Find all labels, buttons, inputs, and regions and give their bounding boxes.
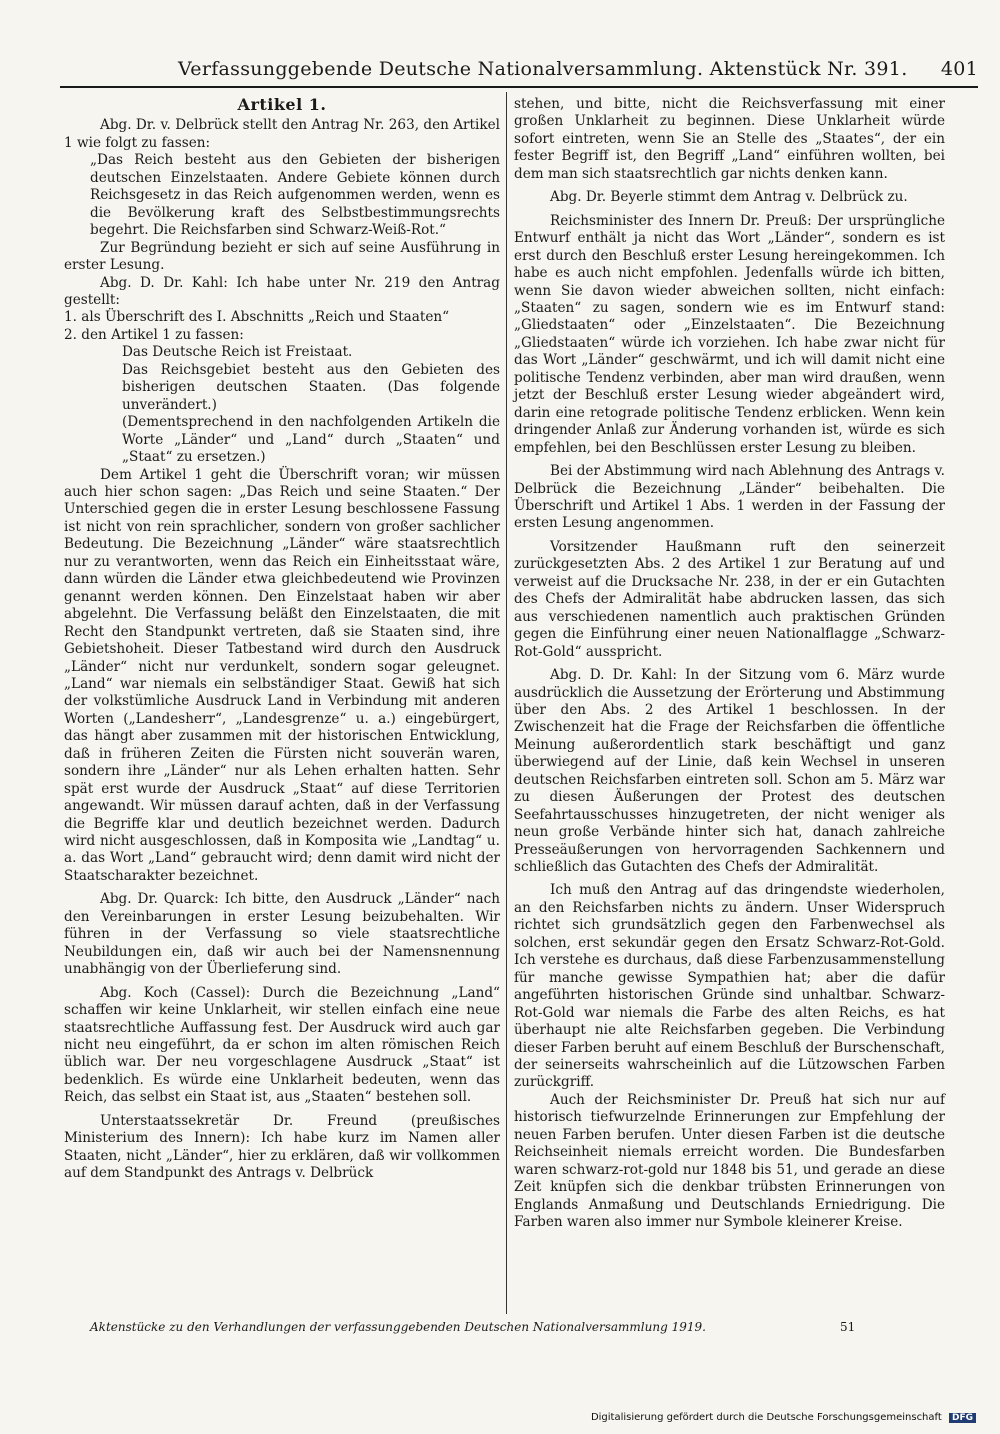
- paragraph: Dem Artikel 1 geht die Überschrift voran; wir müssen auch hier schon sagen: „Das Reich und seine Staaten.“ Der Unterschied gegen die in erster Lesung beschlossene Fassung ist nicht von rein sprachlicher, sondern von großer sachlicher Bedeutung. Die Bezeichnung „Länder“ wäre staatsrechtlich nur zu verantworten, wenn das Reich ein Einheitsstaat wäre, dann würden die Länder etwa gleichbedeutend wie Provinzen genannt werden können. Den Einzelstaat haben wir aber abgelehnt. Die Verfassung beläßt den Einzelstaaten, die mit Recht den Standpunkt vertreten, daß sie Staaten sind, ihre Gebietshoheit. Dieser Tatbestand wird durch den Ausdruck „Länder“ nicht nur verdunkelt, sondern sogar geleugnet. „Land“ war niemals ein selbständiger Staat. Gewiß hat sich der volkstümliche Ausdruck Land in Verbindung mit anderen Worten („Landesherr“, „Landesgrenze“ u. a.) eingebürgert, das hängt aber zusammen mit der historischen Entwicklung, daß in früheren Zeiten die Fürsten nicht souverän waren, sondern ihre „Länder“ nur als Lehen erhalten hatten. Sehr spät erst wurde der Ausdruck „Staat“ auf diese Territorien angewandt. Wir müssen darauf achten, daß in der Verfassung die Begriffe klar und deutlich bezeichnet werden. Dadurch wird nicht ausgeschlossen, daß in Komposita wie „Landtag“ u. a. das Wort „Land“ gebraucht wird; denn damit wird nicht der Staatscharakter bezeichnet.: [64, 466, 500, 884]
- paragraph: Auch der Reichsminister Dr. Preuß hat sich nur auf historisch tiefwurzelnde Erinnerungen zur Empfehlung der neuen Farben berufen. Unter diesen Farben ist die deutsche Reichseinheit niemals erreicht worden. Die Bundesfarben waren schwarz-rot-gold nur 1848 bis 51, und gerade an diese Zeit knüpfen sich die denkbar trübsten Erinnerungen von Englands Anmaßung und Deutschlands Erniedrigung. Die Farben waren also immer nur Symbole kleinerer Kreise.: [514, 1091, 945, 1231]
- quoted-text: Das Reichsgebiet besteht aus den Gebieten des bisherigen deutschen Staaten. (Das folgende unverändert.): [122, 361, 500, 413]
- paragraph: Vorsitzender Haußmann ruft den seinerzeit zurückgesetzten Abs. 2 des Artikel 1 zur Beratung auf und verweist auf die Drucksache Nr. 238, in der er ein Gutachten des Chefs der Admiralität habe abdrucken lassen, das sich aus verschiedenen namentlich auch praktischen Gründen gegen die Einführung einer neuen Nationalflagge „Schwarz-Rot-Gold“ ausspricht.: [514, 538, 945, 660]
- running-title: Verfassunggebende Deutsche Nationalversammlung. Aktenstück Nr. 391.: [178, 58, 908, 80]
- quoted-motion: „Das Reich besteht aus den Gebieten der bisherigen deutschen Einzelstaaten. Andere Gebiete können durch Reichsgesetz in das Reich aufgenommen werden, wenn es die Bevölkerung kraft des Selbstbestimmungsrechts begehrt. Die Reichsfarben sind Schwarz-Weiß-Rot.“: [90, 152, 500, 239]
- list-item: 2. den Artikel 1 zu fassen:: [64, 326, 244, 343]
- paragraph: Abg. Dr. v. Delbrück stellt den Antrag Nr. 263, den Artikel 1 wie folgt zu fassen:: [64, 117, 500, 151]
- paragraph: Abg. Dr. Quarck: Ich bitte, den Ausdruck „Länder“ nach den Vereinbarungen in erster Lesung beizubehalten. Wir führen in der Verfassung so viele staatsrechtliche Neubildungen ein, daß wir auch bei der Namensnennung unabhängig von der Überlieferung sind.: [64, 891, 500, 978]
- paragraph: Reichsminister des Innern Dr. Preuß: Der ursprüngliche Entwurf enthält ja nicht das Wort „Länder“, sondern es ist erst durch den Beschluß erster Lesung hereingekommen. Ich habe es auch nicht empfohlen. Jedenfalls würde ich bitten, wenn Sie davon wieder abweichen sollten, nicht einfach: „Staaten“ zu sagen, sondern wie es im Entwurf stand: „Gliedstaaten“ oder „Einzelstaaten“. Die Bezeichnung „Gliedstaaten“ würde ich vorziehen. Ich habe zwar nicht für das Wort „Länder“ geschwärmt, und ich will damit nicht eine politische Tendenz verbinden, aber man wird draußen, wenn jetzt der Beschluß erster Lesung wieder abgeändert wird, darin eine retograde politische Tendenz erblicken. Wenn kein dringender Anlaß zur Änderung vorhanden ist, würde es sich empfehlen, bei den Beschlüssen erster Lesung zu bleiben.: [514, 212, 945, 456]
- paragraph: Bei der Abstimmung wird nach Ablehnung des Antrags v. Delbrück die Bezeichnung „Länder“ beibehalten. Die Überschrift und Artikel 1 Abs. 1 werden in der Fassung der ersten Lesung angenommen.: [514, 463, 945, 532]
- column-divider: [506, 92, 507, 1314]
- left-column: [64, 96, 500, 1311]
- page-number: 401: [940, 58, 978, 80]
- article-heading: Artikel 1.: [237, 95, 327, 114]
- paragraph: Abg. Koch (Cassel): Durch die Bezeichnung „Land“ schaffen wir keine Unklarheit, wir stellen einfach eine neue staatsrechtliche Auffassung fest. Der Ausdruck wird auch gar nicht neu eingeführt, da er schon im alten römischen Reich üblich war. Der neu vorgeschlagene Ausdruck „Staat“ ist bedenklich. Es würde eine Unklarheit bedeuten, wenn das Reich, das selbst ein Staat ist, aus „Staaten“ bestehen soll.: [64, 984, 500, 1106]
- quoted-text: Das Deutsche Reich ist Freistaat.: [122, 344, 353, 361]
- digitization-credit: [591, 1412, 976, 1423]
- paragraph: Zur Begründung bezieht er sich auf seine Ausführung in erster Lesung.: [64, 239, 500, 274]
- signature-number: 51: [840, 1320, 856, 1334]
- paragraph: Abg. D. Dr. Kahl: In der Sitzung vom 6. März wurde ausdrücklich die Aussetzung der Erörterung und Abstimmung über den Abs. 2 des Artikel 1 beschlossen. In der Zwischenzeit hat die Frage der Reichsfarben die öffentliche Meinung außerordentlich stark beschäftigt und ganz überwiegend auf der Linie, daß kein Wechsel in unseren deutschen Reichsfarben eintreten soll. Schon am 5. März war zu diesen Äußerungen der Protest des deutschen Seefahrtausschusses hinzugetreten, der nicht weniger als neun große Verbände hinter sich hat, danach zahlreiche Presseäußerungen von hervorragenden Sachkennern und schließlich das Gutachten des Chefs der Admiralität.: [514, 667, 945, 876]
- dfg-logo: DFG: [949, 1413, 976, 1423]
- paragraph: Abg. D. Dr. Kahl: Ich habe unter Nr. 219 den Antrag gestellt:: [64, 274, 500, 308]
- paragraph: Unterstaatssekretär Dr. Freund (preußisches Ministerium des Innern): Ich habe kurz im Namen aller Staaten, nicht „Länder“, hier zu erklären, daß wir vollkommen auf dem Standpunkt des Antrags v. Delbrück: [64, 1112, 500, 1182]
- paragraph: stehen, und bitte, nicht die Reichsverfassung mit einer großen Unklarheit zu beginnen. Diese Unklarheit würde sofort eintreten, wenn Sie an Stelle des „Staates“, der ein fester Begriff ist, den Begriff „Land“ einführen wollten, bei dem man sich staatsrechtlich gar nichts denken kann.: [514, 96, 945, 182]
- quoted-text: (Dementsprechend in den nachfolgenden Artikeln die Worte „Länder“ und „Land“ durch „Staaten“ und „Staat“ zu ersetzen.): [122, 414, 500, 466]
- page-header: [60, 56, 978, 88]
- footer-text: Aktenstücke zu den Verhandlungen der verfassunggebenden Deutschen Nationalversammlung 1919.: [90, 1320, 706, 1334]
- page-footer: [90, 1320, 890, 1334]
- right-column: [514, 96, 945, 1311]
- list-item: 1. als Überschrift des I. Abschnitts „Reich und Staaten“: [64, 309, 450, 326]
- paragraph: Abg. Dr. Beyerle stimmt dem Antrag v. Delbrück zu.: [550, 189, 908, 206]
- credit-text: Digitalisierung gefördert durch die Deutsche Forschungsgemeinschaft: [590, 1412, 942, 1423]
- paragraph: Ich muß den Antrag auf das dringendste wiederholen, an den Reichsfarben nichts zu ändern. Unser Widerspruch richtet sich grundsätzlich gegen den Farbenwechsel als solchen, erst sekundär gegen den Ersatz Schwarz-Rot-Gold. Ich verstehe es durchaus, daß diese Farbenzusammenstellung für manche gewisse Sympathien hat; aber die dafür angeführten historischen Gründe sind unhaltbar. Schwarz-Rot-Gold war niemals die Farbe des alten Reichs, es hat überhaupt nie alte Reichsfarben gegeben. Die Verbindung dieser Farben beruht auf einem Beschluß der Burschenschaft, der seinerseits wahrscheinlich auf die Lützowschen Farben zurückgriff.: [514, 882, 945, 1091]
